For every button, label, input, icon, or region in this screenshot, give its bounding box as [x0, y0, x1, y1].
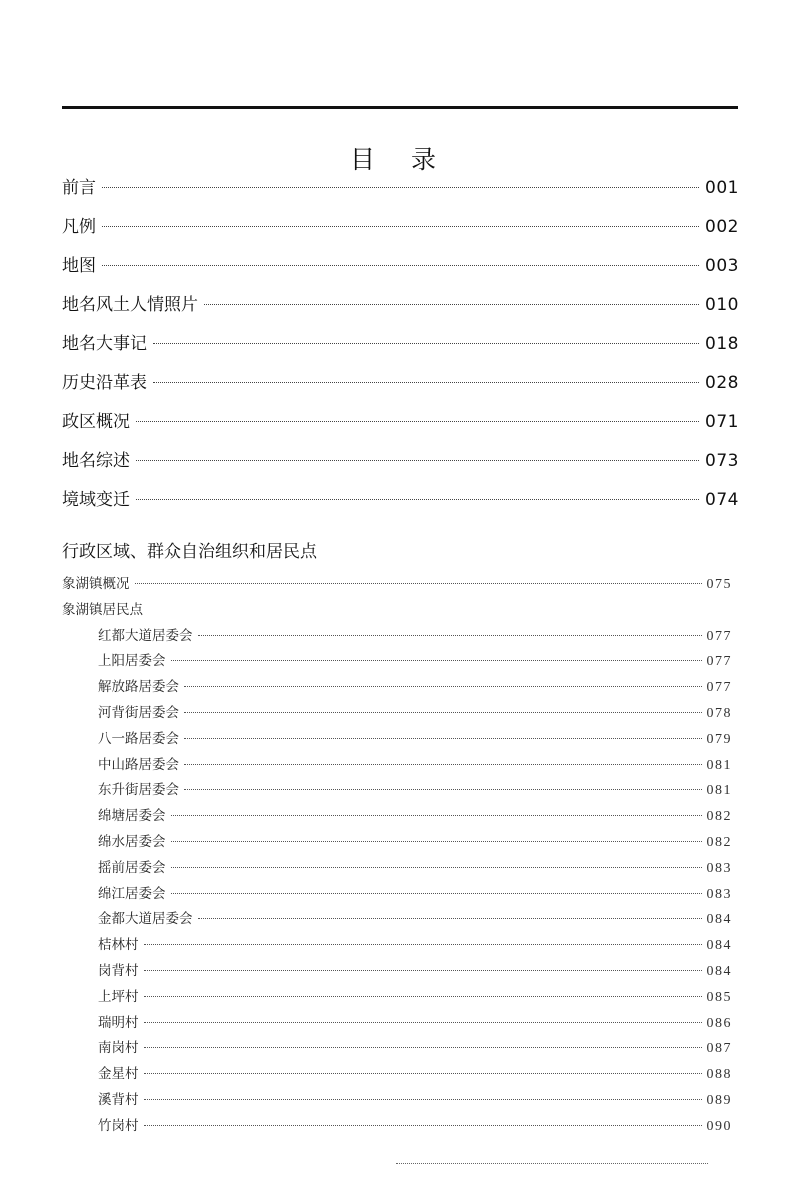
toc-entry-label: 象湖镇概况 [62, 576, 130, 592]
toc-entry-label: 竹岗村 [98, 1117, 139, 1134]
dot-leader [144, 1047, 702, 1048]
toc-entry-label: 地图 [62, 256, 96, 276]
toc-entry-label: 河背街居委会 [98, 704, 179, 721]
toc-entry-label: 金都大道居委会 [98, 911, 193, 928]
toc-entry-label: 金星村 [98, 1066, 139, 1083]
toc-entry-page-number: 084 [706, 963, 732, 979]
toc-subentry[interactable] [62, 985, 732, 1011]
dot-leader [184, 738, 702, 739]
dot-leader [153, 343, 699, 344]
toc-entry-label: 八一路居委会 [98, 730, 179, 747]
toc-entry-page-number: 089 [706, 1092, 732, 1108]
toc-entry-page-number: 083 [706, 860, 732, 876]
toc-entry-page-number: 086 [706, 1015, 732, 1031]
toc-entry-label: 摇前居委会 [98, 859, 166, 876]
page-title: 目 录 [350, 145, 450, 174]
toc-entry-label: 红都大道居委会 [98, 627, 193, 644]
toc-entry[interactable] [62, 326, 739, 365]
major-toc-list [62, 170, 739, 521]
toc-entry-page-number: 081 [706, 783, 732, 799]
toc-entry-label: 中山路居委会 [98, 756, 179, 773]
toc-subentry[interactable] [62, 1114, 732, 1140]
toc-entry-label: 境域变迁 [62, 490, 130, 510]
toc-entry[interactable] [62, 248, 739, 287]
toc-entry-page-number: 079 [706, 731, 732, 747]
toc-entry-label: 前言 [62, 178, 96, 198]
toc-entry-page-number: 077 [706, 654, 732, 670]
dot-leader [171, 841, 702, 842]
toc-entry-label: 地名风土人情照片 [62, 295, 198, 315]
toc-entry-label: 地名大事记 [62, 334, 147, 354]
toc-entry-label: 历史沿革表 [62, 373, 147, 393]
dot-leader [184, 789, 702, 790]
toc-subentry[interactable] [62, 959, 732, 985]
toc-entry-page-number: 075 [706, 577, 732, 592]
dot-leader [136, 421, 699, 422]
toc-entry[interactable] [62, 209, 739, 248]
toc-entry-page-number: 002 [705, 217, 739, 237]
toc-entry[interactable] [62, 170, 739, 209]
toc-entry-label: 绵水居委会 [98, 833, 166, 850]
toc-subentry[interactable] [62, 778, 732, 804]
dot-leader [204, 304, 699, 305]
dot-leader [144, 1022, 702, 1023]
toc-entry-page-number: 085 [706, 989, 732, 1005]
top-rule [62, 106, 738, 109]
toc-subentry[interactable] [62, 1011, 732, 1037]
toc-entry-page-number: 003 [705, 256, 739, 276]
dot-leader [171, 893, 702, 894]
dot-leader [171, 815, 702, 816]
toc-subentry[interactable] [62, 753, 732, 779]
toc-entry-page-number: 001 [705, 178, 739, 198]
dot-leader [184, 712, 702, 713]
toc-entry-label: 象湖镇居民点 [62, 601, 143, 618]
toc-entry-label: 溪背村 [98, 1091, 139, 1108]
section-heading: 行政区域、群众自治组织和居民点 [62, 542, 317, 562]
dot-leader [144, 944, 702, 945]
toc-entry-label: 上阳居委会 [98, 653, 166, 670]
toc-entry[interactable] [62, 404, 739, 443]
dot-leader [144, 996, 702, 997]
toc-entry-label: 东升街居委会 [98, 782, 179, 799]
toc-entry-page-number: 083 [706, 886, 732, 902]
toc-subentry[interactable] [62, 882, 732, 908]
toc-entry-label: 绵江居委会 [98, 885, 166, 902]
toc-entry-page-number: 010 [705, 295, 739, 315]
toc-entry-label: 凡例 [62, 217, 96, 237]
toc-entry-page-number: 081 [706, 757, 732, 773]
toc-entry-page-number: 088 [706, 1067, 732, 1083]
toc-entry-page-number: 071 [705, 412, 739, 432]
toc-entry-label: 瑞明村 [98, 1014, 139, 1031]
toc-entry[interactable] [62, 482, 739, 521]
toc-entry-page-number: 084 [706, 912, 732, 928]
toc-subentry[interactable] [62, 1088, 732, 1114]
toc-entry-page-number: 074 [705, 490, 739, 510]
toc-subentry[interactable] [62, 701, 732, 727]
toc-entry-label: 岗背村 [98, 962, 139, 979]
toc-subentry[interactable] [62, 727, 732, 753]
toc-entry-page-number: 077 [706, 680, 732, 696]
dot-leader [184, 764, 702, 765]
toc-entry-page-number: 087 [706, 1041, 732, 1057]
dot-leader [144, 1073, 702, 1074]
toc-subentry[interactable] [62, 933, 732, 959]
toc-entry-label: 上坪村 [98, 988, 139, 1005]
dot-leader [153, 382, 699, 383]
toc-entry-label: 解放路居委会 [98, 679, 179, 696]
toc-entry-label: 政区概况 [62, 412, 130, 432]
toc-subentry[interactable] [62, 907, 732, 933]
dot-leader [136, 460, 699, 461]
dot-leader [184, 686, 702, 687]
toc-subentry[interactable] [62, 649, 732, 675]
minor-toc-list [62, 572, 732, 1140]
dot-leader [102, 187, 699, 188]
dot-leader [171, 660, 702, 661]
toc-subentry[interactable] [62, 572, 732, 598]
toc-subentry[interactable] [62, 598, 732, 624]
toc-subentry[interactable] [62, 830, 732, 856]
toc-entry[interactable] [62, 365, 739, 404]
dot-leader [102, 265, 699, 266]
toc-entry-page-number: 018 [705, 334, 739, 354]
toc-subentry[interactable] [62, 1036, 732, 1062]
toc-entry[interactable] [62, 443, 739, 482]
toc-entry-label: 地名综述 [62, 451, 130, 471]
toc-subentry[interactable] [62, 1062, 732, 1088]
dot-leader [198, 635, 702, 636]
dot-leader [102, 226, 699, 227]
footer-rule [396, 1163, 708, 1164]
dot-leader [144, 1099, 702, 1100]
toc-entry-page-number: 090 [706, 1118, 732, 1134]
toc-subentry[interactable] [62, 624, 732, 650]
toc-subentry[interactable] [62, 675, 732, 701]
toc-entry-page-number: 078 [706, 705, 732, 721]
toc-entry-label: 绵塘居委会 [98, 808, 166, 825]
dot-leader [198, 918, 702, 919]
toc-entry[interactable] [62, 287, 739, 326]
toc-entry-label: 南岗村 [98, 1040, 139, 1057]
dot-leader [136, 499, 699, 500]
toc-entry-page-number: 082 [706, 834, 732, 850]
toc-entry-page-number: 073 [705, 451, 739, 471]
dot-leader [144, 970, 702, 971]
toc-entry-page-number: 082 [706, 809, 732, 825]
toc-entry-label: 桔林村 [98, 937, 139, 954]
dot-leader [171, 867, 702, 868]
dot-leader [135, 583, 702, 584]
toc-entry-page-number: 084 [706, 938, 732, 954]
dot-leader [144, 1125, 702, 1126]
toc-subentry[interactable] [62, 856, 732, 882]
toc-subentry[interactable] [62, 804, 732, 830]
toc-entry-page-number: 077 [706, 628, 732, 644]
toc-entry-page-number: 028 [705, 373, 739, 393]
